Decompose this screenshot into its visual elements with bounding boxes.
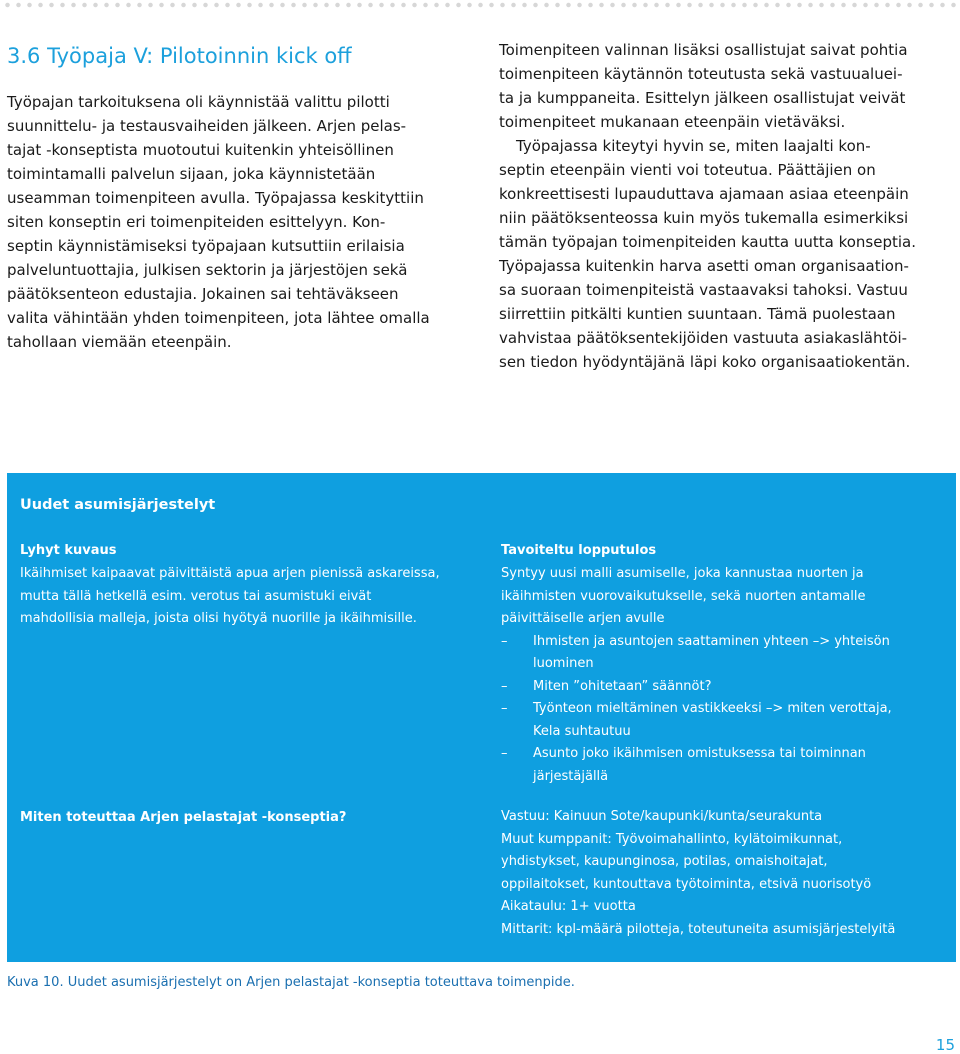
left-column-text (7, 90, 477, 354)
bullet-text: Asunto joko ikäihmisen omistuksessa tai toiminnan (533, 746, 866, 761)
bullet-continuation: luominen (533, 656, 594, 671)
text-line: siten konseptin eri toimenpiteiden esittelyyn. Kon- (7, 213, 386, 231)
dash-icon: – (501, 678, 508, 694)
dotted-top-border (0, 0, 960, 10)
text-line: niin päätöksenteossa kuin myös tukemalla esimerkiksi (499, 209, 909, 227)
bullet-continuation: Kela suhtautuu (533, 723, 631, 739)
text-line: Toimenpiteen valinnan lisäksi osallistujat saivat pohtia (499, 41, 908, 59)
implementation-header: Miten toteuttaa Arjen pelastajat -konseptia? (20, 810, 347, 825)
text-line: siirrettiin pitkälti kuntien suuntaan. Tämä puolestaan (499, 305, 896, 323)
description-text (20, 563, 440, 631)
dash-icon: – (501, 633, 508, 649)
goal-header: Tavoiteltu lopputulos (501, 543, 657, 558)
figure-caption: Kuva 10. Uudet asumisjärjestelyt on Arjen pelastajat -konseptia toteuttava toimenpide. (7, 975, 575, 990)
text-line: ikäihmisten vuorovaikutukselle, sekä nuorten antamalle (501, 588, 866, 604)
bullet-item (501, 631, 892, 654)
text-line: valita vähintään yhden toimenpiteen, jota lähtee omalla (7, 309, 430, 327)
bullet-text: Työnteon mieltäminen vastikkeeksi –> miten verottaja, (533, 701, 892, 716)
text-line: septin eteenpäin vienti voi toteutua. Päättäjien on (499, 161, 876, 179)
goal-text (501, 563, 892, 788)
bullet-text: Miten ”ohitetaan” säännöt? (533, 678, 712, 694)
text-line: Muut kumppanit: Työvoimahallinto, kylätoimikunnat, (501, 831, 843, 847)
text-line: konkreettisesti lupauduttava ajamaan asiaa eteenpäin (499, 185, 909, 203)
text-line: sen tiedon hyödyntäjänä läpi koko organisaatiokentän. (499, 353, 911, 371)
text-line: Syntyy uusi malli asumiselle, joka kannustaa nuorten ja (501, 566, 864, 581)
bullet-item (501, 676, 892, 699)
text-line: suunnittelu- ja testausvaiheiden jälkeen. Arjen pelas- (7, 117, 407, 135)
page-number: 15 (935, 1036, 955, 1054)
bullet-text: Ihmisten ja asuntojen saattaminen yhteen –> yhteisön (533, 633, 890, 649)
text-line: Vastuu: Kainuun Sote/kaupunki/kunta/seurakunta (501, 809, 823, 824)
text-line: palveluntuottajia, julkisen sektorin ja järjestöjen sekä (7, 261, 408, 279)
description-header: Lyhyt kuvaus (20, 543, 117, 558)
dash-icon: – (501, 701, 508, 716)
bullet-item (501, 743, 892, 766)
text-line: Työpajassa kuitenkin harva asetti oman organisaation- (499, 257, 909, 275)
text-line: tajat -konseptista muotoutui kuitenkin yhteisöllinen (7, 141, 394, 159)
panel-title: Uudet asumisjärjestelyt (20, 497, 216, 513)
bullet-continuation: järjestäjällä (533, 768, 609, 784)
text-line: yhdistykset, kaupunginosa, potilas, omaishoitajat, (501, 854, 828, 869)
text-line: toimenpiteen käytännön toteutusta sekä vastuualuei- (499, 65, 903, 83)
text-line: mutta tällä hetkellä esim. verotus tai asumistuki eivät (20, 588, 372, 604)
text-line: useamman toimenpiteen avulla. Työpajassa keskityttiin (7, 189, 424, 207)
text-line: päätöksenteon edustajia. Jokainen sai tehtäväkseen (7, 285, 399, 303)
text-line: toimintamalli palvelun sijaan, joka käynnistetään (7, 165, 376, 183)
responsibility-text (501, 806, 895, 941)
bullet-item (501, 698, 892, 721)
text-line: Ikäihmiset kaipaavat päivittäistä apua arjen pienissä askareissa, (20, 566, 440, 581)
text-line: tämän työpajan toimenpiteiden kautta uutta konseptia. (499, 233, 916, 251)
text-line: septin käynnistämiseksi työpajaan kutsuttiin erilaisia (7, 237, 405, 255)
text-line: ta ja kumppaneita. Esittelyn jälkeen osallistujat veivät (499, 89, 906, 107)
section-heading: 3.6 Työpaja V: Pilotoinnin kick off (7, 44, 352, 68)
dash-icon: – (501, 746, 508, 761)
info-panel (7, 473, 956, 962)
text-line: mahdollisia malleja, joista olisi hyötyä nuorille ja ikäihmisille. (20, 611, 417, 626)
text-line: päivittäiselle arjen avulle (501, 611, 665, 626)
text-line: Mittarit: kpl-määrä pilotteja, toteutuneita asumisjärjestelyitä (501, 921, 896, 937)
text-line: vahvistaa päätöksentekijöiden vastuuta asiakaslähtöi- (499, 329, 908, 347)
text-line: oppilaitokset, kuntouttava työtoiminta, etsivä nuorisotyö (501, 876, 872, 892)
text-line: toimenpiteet mukanaan eteenpäin vietäväksi. (499, 113, 846, 131)
right-column-text (499, 38, 959, 374)
text-line: sa suoraan toimenpiteistä vastaavaksi tahoksi. Vastuu (499, 281, 908, 299)
text-line: Aikataulu: 1+ vuotta (501, 899, 636, 914)
text-line: tahollaan viemään eteenpäin. (7, 333, 232, 351)
text-line: Työpajan tarkoituksena oli käynnistää valittu pilotti (7, 93, 390, 111)
text-line: Työpajassa kiteytyi hyvin se, miten laajalti kon- (516, 137, 871, 155)
